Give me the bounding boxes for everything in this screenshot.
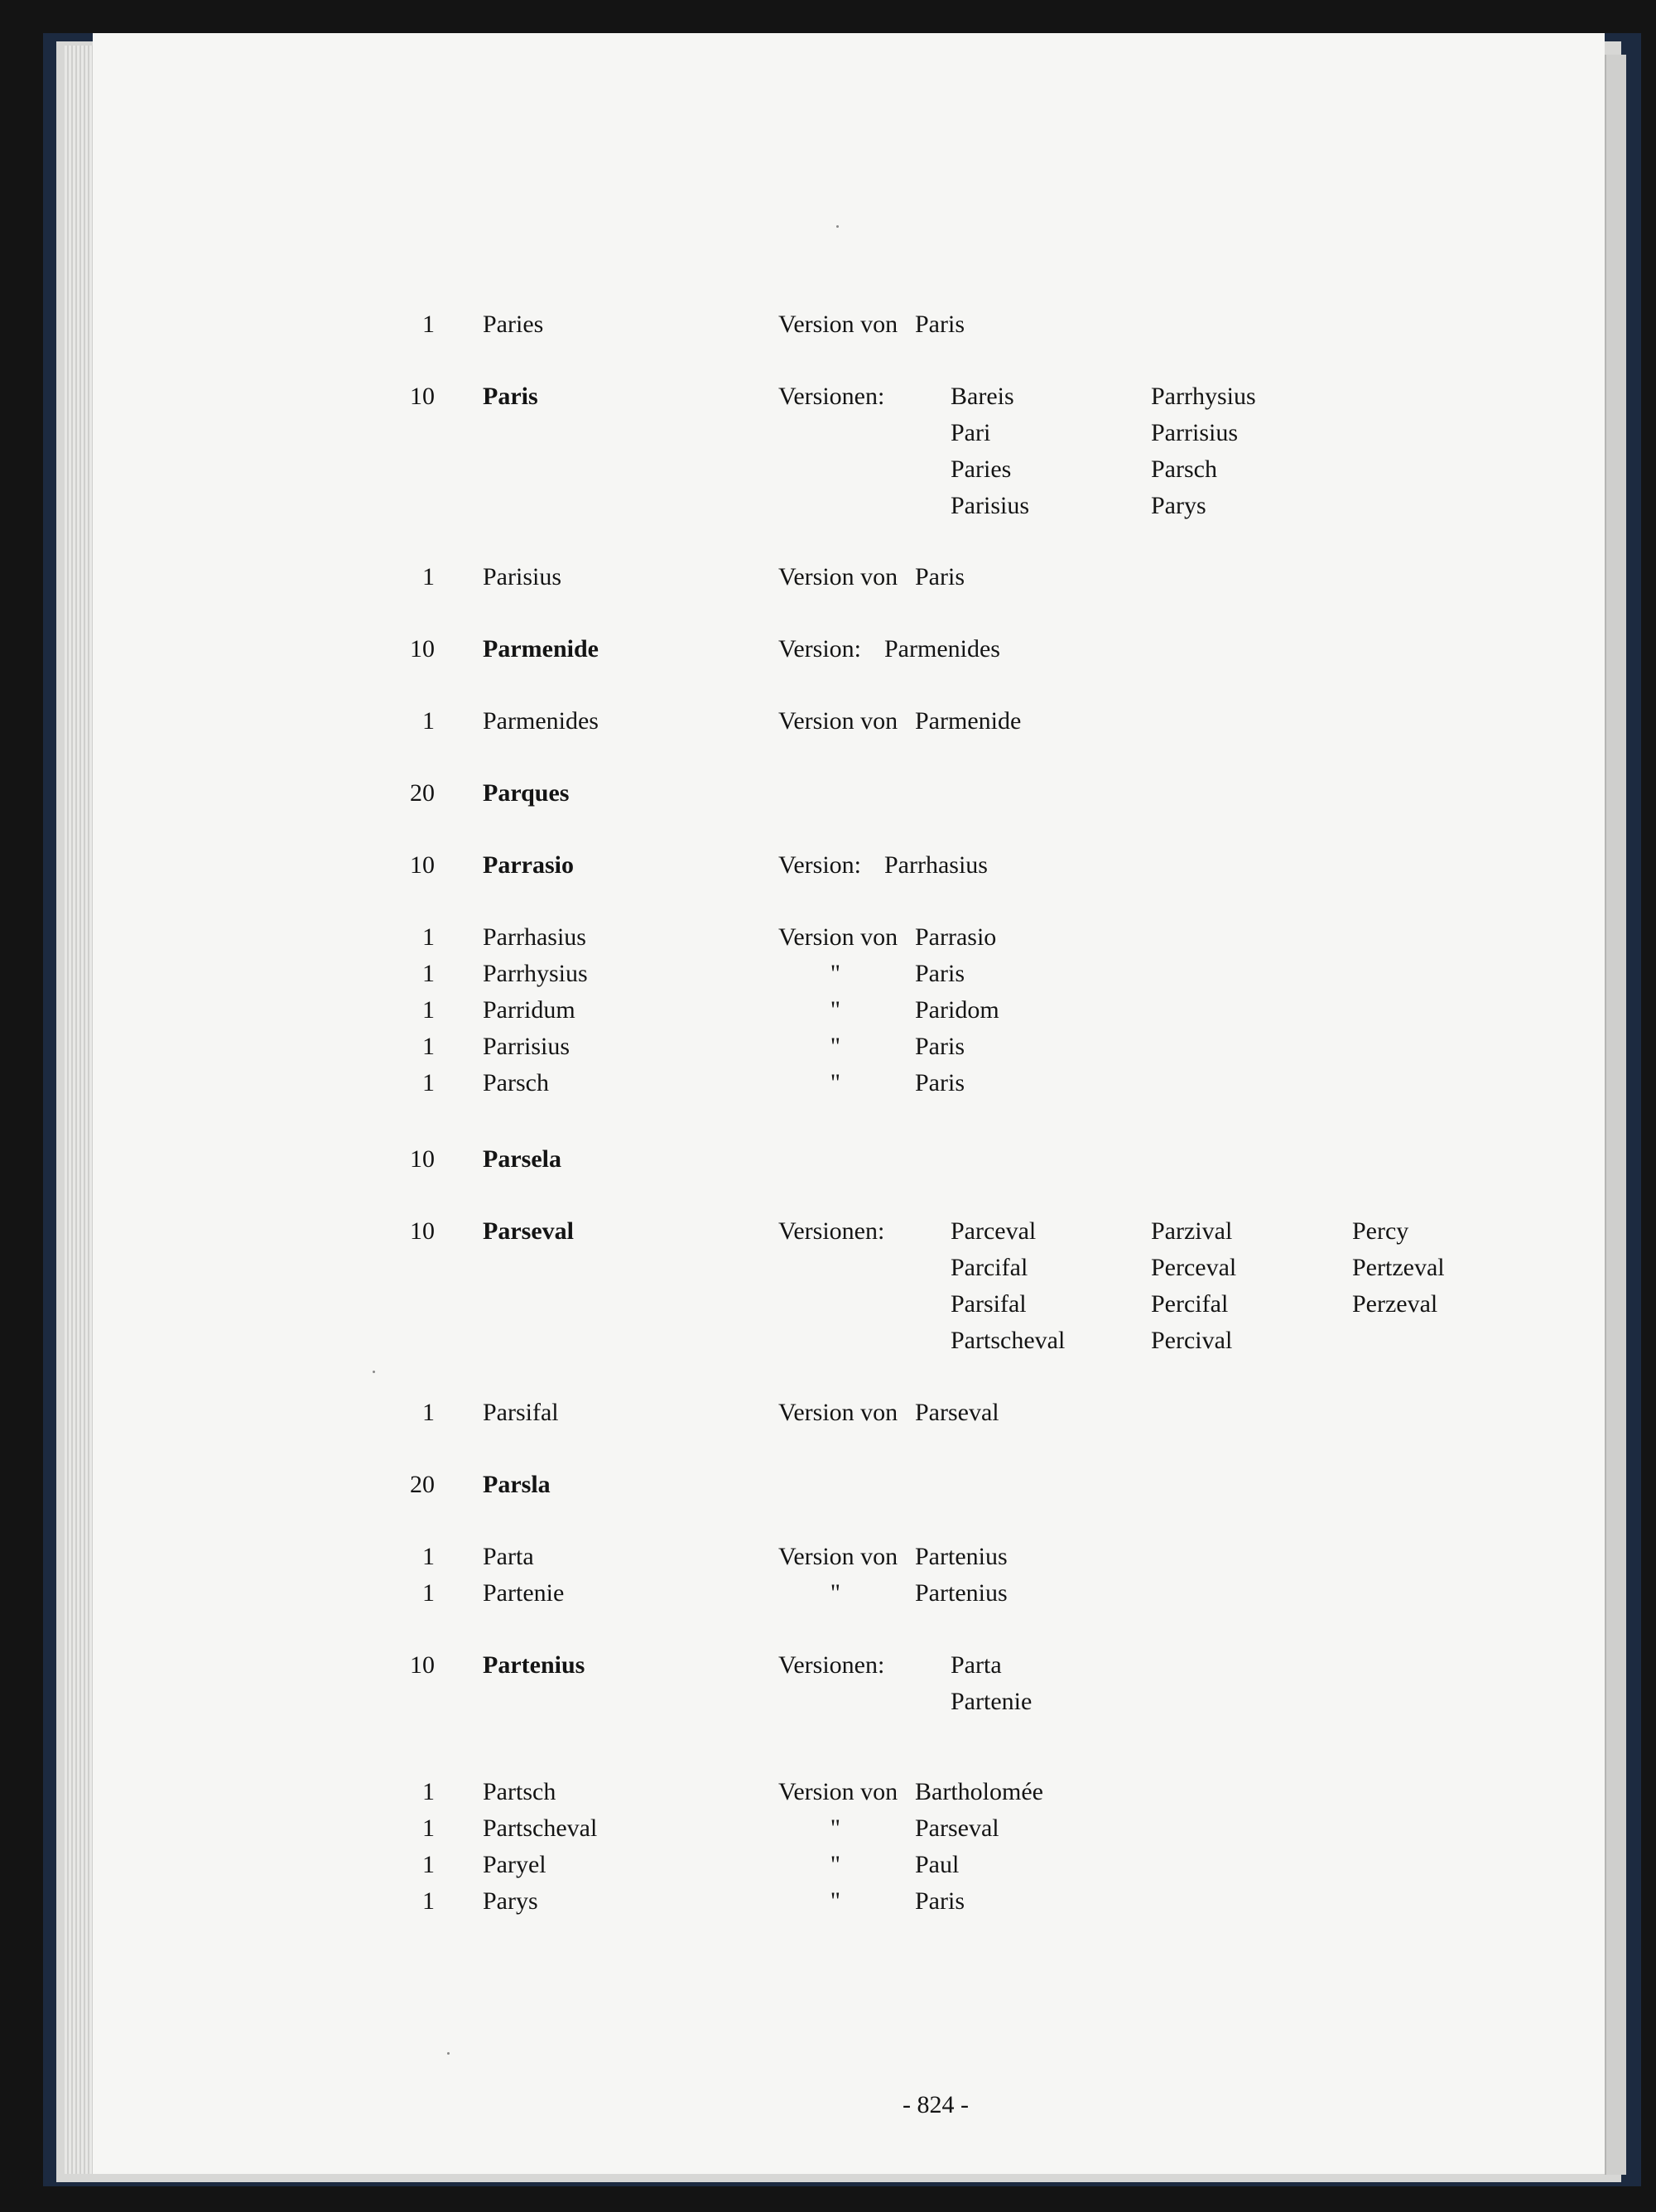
- entry-relation: Version:: [778, 635, 861, 663]
- variant-name: Perzeval: [1352, 1290, 1438, 1318]
- variant-name: Parys: [1151, 492, 1206, 519]
- entry-relation: Version von: [778, 563, 898, 590]
- variant-name: Parrisius: [1151, 419, 1238, 446]
- variant-name: Pertzeval: [1352, 1254, 1445, 1281]
- entry-name: Paris: [483, 383, 538, 410]
- page-number: - 824 -: [903, 2091, 969, 2118]
- entry-target: Paridom: [915, 996, 999, 1024]
- entry-target: Paris: [915, 1033, 965, 1060]
- entry-relation: Versionen:: [778, 383, 885, 410]
- entry-name: Parrhasius: [483, 923, 586, 951]
- entry-target: Paris: [915, 563, 965, 590]
- entry-target: Bartholomée: [915, 1778, 1043, 1805]
- entry-relation: Version von: [778, 923, 898, 951]
- entry-target: Parseval: [915, 1814, 999, 1842]
- variant-name: Parcifal: [951, 1254, 1028, 1281]
- entry-count: 1: [422, 960, 435, 987]
- entry-relation: Version von: [778, 1399, 898, 1426]
- entry-relation: Version von: [778, 707, 898, 735]
- entry-count: 1: [422, 1543, 435, 1570]
- entry-count: 1: [422, 563, 435, 590]
- entry-target: Paris: [915, 1069, 965, 1096]
- variant-name: Paries: [951, 455, 1012, 483]
- ditto-mark: ": [830, 960, 840, 987]
- entry-name: Parsela: [483, 1145, 561, 1173]
- entry-target: Parseval: [915, 1399, 999, 1426]
- ditto-mark: ": [830, 1851, 840, 1878]
- variant-name: Pari: [951, 419, 991, 446]
- entry-count: 1: [422, 311, 435, 338]
- entry-name: Parmenide: [483, 635, 599, 663]
- entry-target: Paris: [915, 960, 965, 987]
- entry-count: 1: [422, 1887, 435, 1915]
- entry-count: 1: [422, 923, 435, 951]
- ditto-mark: ": [830, 1579, 840, 1607]
- ditto-mark: ": [830, 1814, 840, 1842]
- entry-name: Parisius: [483, 563, 562, 590]
- entry-count: 1: [422, 707, 435, 735]
- ditto-mark: ": [830, 1887, 840, 1915]
- entry-target: Partenius: [915, 1579, 1008, 1607]
- entry-name: Partscheval: [483, 1814, 598, 1842]
- variant-name: Parrhysius: [1151, 383, 1256, 410]
- entry-name: Paryel: [483, 1851, 546, 1878]
- entry-target: Parmenides: [884, 635, 1000, 663]
- entry-name: Parseval: [483, 1217, 574, 1245]
- entry-target: Parrasio: [915, 923, 997, 951]
- ditto-mark: ": [830, 1033, 840, 1060]
- entry-name: Parmenides: [483, 707, 599, 735]
- ditto-mark: ": [830, 1069, 840, 1096]
- entry-count: 1: [422, 1778, 435, 1805]
- entry-count: 10: [410, 635, 435, 663]
- entry-count: 20: [410, 1471, 435, 1498]
- entry-name: Parta: [483, 1543, 534, 1570]
- entry-relation: Version:: [778, 851, 861, 879]
- entry-target: Paris: [915, 1887, 965, 1915]
- variant-name: Parceval: [951, 1217, 1037, 1245]
- entry-name: Parridum: [483, 996, 575, 1024]
- entry-name: Partsch: [483, 1778, 556, 1805]
- entry-target: Paris: [915, 311, 965, 338]
- ditto-mark: ": [830, 996, 840, 1024]
- entry-count: 10: [410, 383, 435, 410]
- entry-name: Parques: [483, 779, 570, 807]
- entry-name: Parrasio: [483, 851, 574, 879]
- entry-relation: Version von: [778, 1543, 898, 1570]
- entry-target: Parrhasius: [884, 851, 988, 879]
- entry-count: 1: [422, 996, 435, 1024]
- entry-name: Parys: [483, 1887, 538, 1915]
- entry-name: Parsch: [483, 1069, 549, 1096]
- variant-name: Parsifal: [951, 1290, 1027, 1318]
- variant-name: Perceval: [1151, 1254, 1237, 1281]
- variant-name: Parisius: [951, 492, 1030, 519]
- entry-count: 1: [422, 1399, 435, 1426]
- entry-name: Parsla: [483, 1471, 551, 1498]
- entry-target: Paul: [915, 1851, 960, 1878]
- entry-name: Partenius: [483, 1651, 585, 1679]
- variant-name: Parzival: [1151, 1217, 1233, 1245]
- entry-name: Parrhysius: [483, 960, 588, 987]
- entry-relation: Versionen:: [778, 1217, 885, 1245]
- entry-count: 10: [410, 1145, 435, 1173]
- entry-relation: Versionen:: [778, 1651, 885, 1679]
- entry-count: 1: [422, 1069, 435, 1096]
- entry-count: 1: [422, 1851, 435, 1878]
- entry-name: Parrisius: [483, 1033, 570, 1060]
- entry-count: 1: [422, 1033, 435, 1060]
- entry-count: 10: [410, 1651, 435, 1679]
- variant-name: Bareis: [951, 383, 1014, 410]
- entry-relation: Version von: [778, 1778, 898, 1805]
- entry-count: 10: [410, 851, 435, 879]
- entry-count: 1: [422, 1814, 435, 1842]
- entry-target: Parmenide: [915, 707, 1022, 735]
- entry-count: 10: [410, 1217, 435, 1245]
- entry-count: 1: [422, 1579, 435, 1607]
- variant-name: Parta: [951, 1651, 1002, 1679]
- variant-name: Percifal: [1151, 1290, 1229, 1318]
- variant-name: Parsch: [1151, 455, 1217, 483]
- entry-count: 20: [410, 779, 435, 807]
- entry-name: Parsifal: [483, 1399, 559, 1426]
- entry-target: Partenius: [915, 1543, 1008, 1570]
- variant-name: Percy: [1352, 1217, 1409, 1245]
- variant-name: Partenie: [951, 1688, 1033, 1715]
- entry-name: Paries: [483, 311, 544, 338]
- entry-relation: Version von: [778, 311, 898, 338]
- variant-name: Partscheval: [951, 1327, 1066, 1354]
- entry-name: Partenie: [483, 1579, 565, 1607]
- variant-name: Percival: [1151, 1327, 1233, 1354]
